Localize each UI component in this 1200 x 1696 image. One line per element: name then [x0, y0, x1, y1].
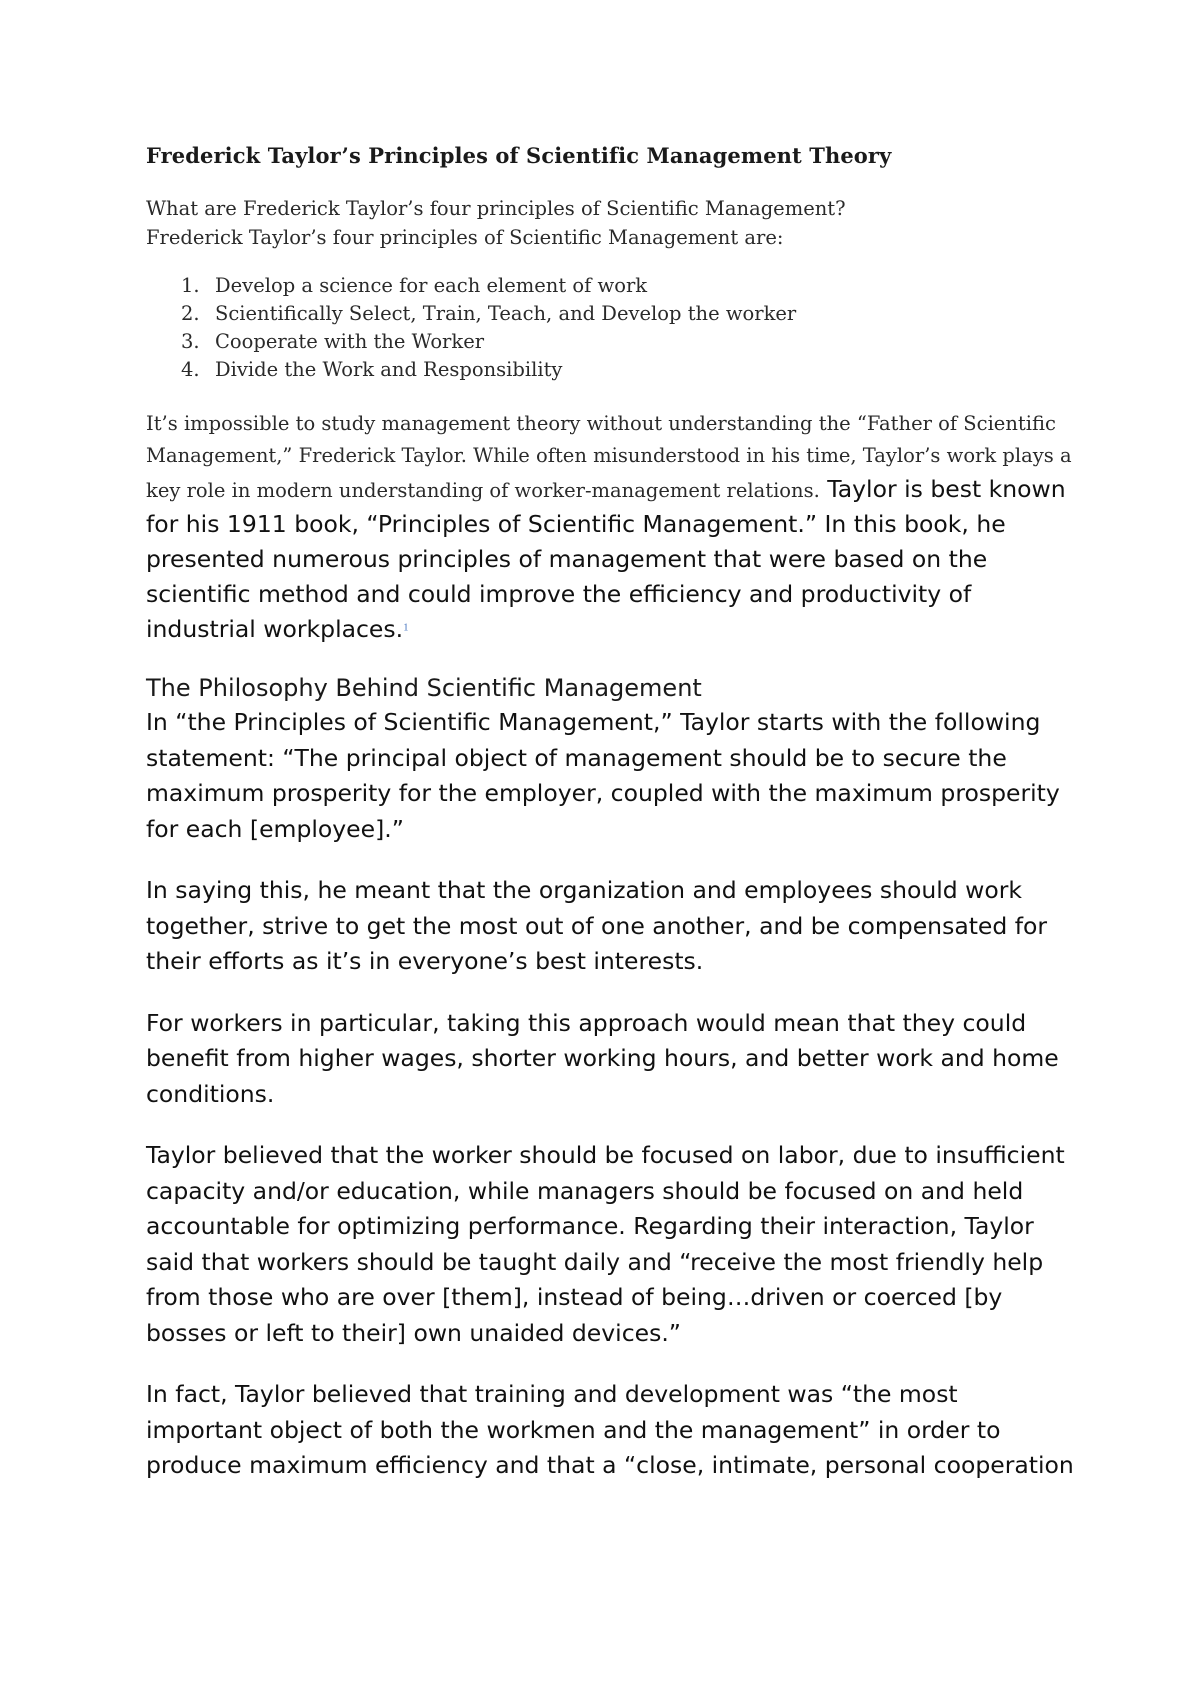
list-item-text: Cooperate with the Worker	[215, 330, 485, 353]
document-page	[146, 140, 1076, 1510]
intro-answer: Frederick Taylor’s four principles of Scientific Management are:	[146, 226, 784, 249]
document-title: Frederick Taylor’s Principles of Scientific Management Theory	[146, 143, 892, 168]
principles-list	[146, 272, 1076, 384]
section-heading: The Philosophy Behind Scientific Management	[146, 674, 702, 702]
list-item-number: 2.	[181, 302, 200, 325]
body-paragraph: Taylor believed that the worker should be focused on labor, due to insufficient capacity and/or education, while managers should be focused on and held accountable for optimizing performance. Regarding their interaction, Taylor said that workers should be taught daily and “receive the most friendly help from those who are over [them], instead of being…driven or coerced [by bosses or left to their] own unaided devices.”	[146, 1141, 1065, 1347]
intro-question: What are Frederick Taylor’s four principles of Scientific Management?	[146, 197, 846, 220]
body-paragraph: In “the Principles of Scientific Management,” Taylor starts with the following statement: “The principal object of management should be to secure the maximum prosperity for the employer, coupled with the maximum prosperity for each [employee].”	[146, 708, 1060, 843]
list-item	[181, 300, 1076, 328]
body-paragraph: In saying this, he meant that the organization and employees should work together, strive to get the most out of one another, and be compensated for their efforts as it’s in everyone’s best interests.	[146, 876, 1048, 975]
body-paragraph: For workers in particular, taking this approach would mean that they could benefit from higher wages, shorter working hours, and better work and home conditions.	[146, 1008, 1059, 1108]
overview-paragraph	[146, 408, 1076, 647]
list-item-number: 1.	[181, 274, 200, 297]
body-paragraph: In fact, Taylor believed that training and development was “the most important object of both the workmen and the management” in order to produce maximum efficiency and that a “close, intimate, personal cooperation	[146, 1380, 1074, 1479]
list-item	[181, 328, 1076, 356]
list-item-text: Divide the Work and Responsibility	[215, 358, 563, 381]
overview-sans-text: Taylor is best known for his 1911 book, “Principles of Scientific Management.” In this book, he presented numerous principles of management that were based on the scientific method and could improve the efficiency and productivity of industrial workplaces.	[146, 475, 1066, 643]
footnote-reference[interactable]: 1	[403, 621, 409, 634]
list-item	[181, 272, 1076, 300]
list-item-text: Develop a science for each element of work	[215, 274, 648, 297]
list-item-number: 4.	[181, 358, 200, 381]
list-item-text: Scientifically Select, Train, Teach, and Develop the worker	[215, 302, 797, 325]
list-item-number: 3.	[181, 330, 200, 353]
overview-serif-text: It’s impossible to study management theory without understanding the “Father of Scientific Management,” Frederick Taylor. While often misunderstood in his time, Taylor’s work plays a key role in modern understanding of worker-management relations.	[146, 412, 1072, 502]
list-item	[181, 356, 1076, 384]
